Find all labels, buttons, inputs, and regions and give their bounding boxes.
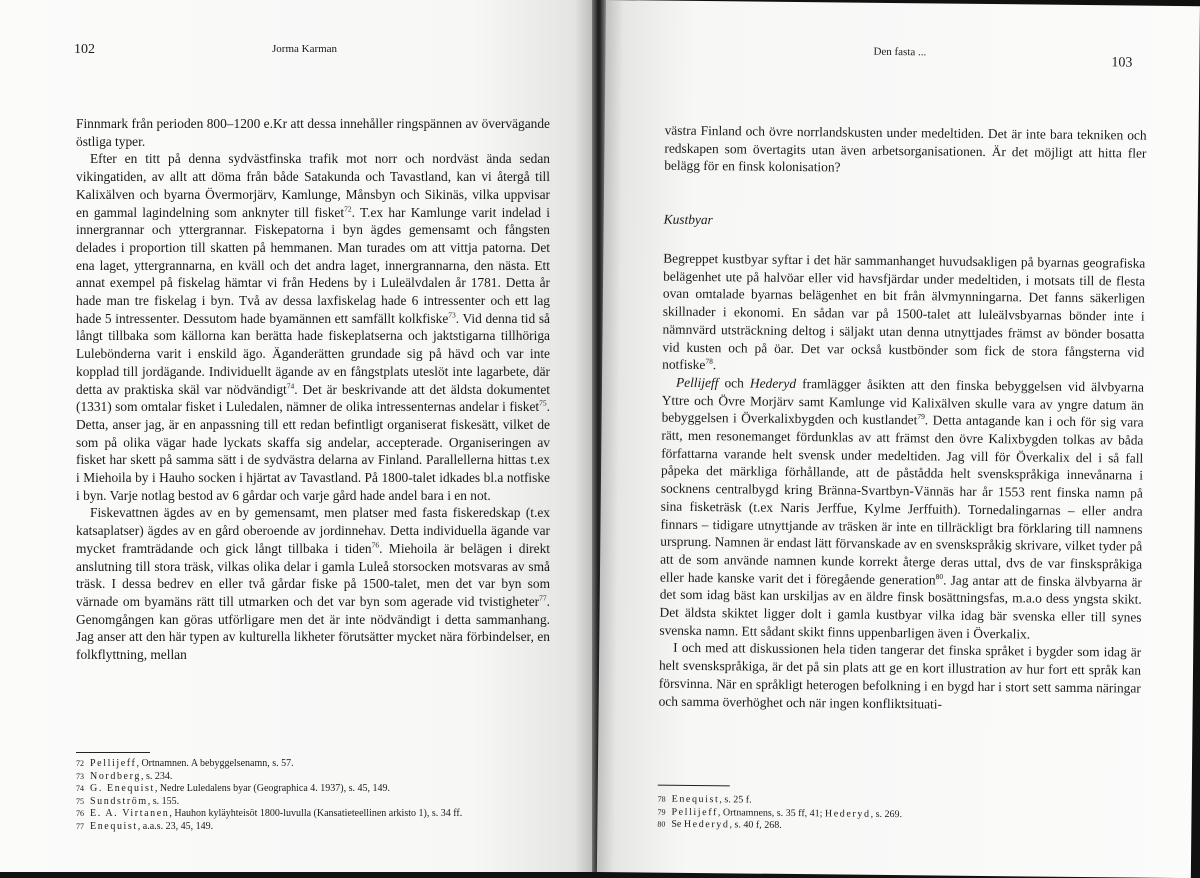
footnote: $^{78}$ Enequist, s. 25 f.: [657, 793, 752, 806]
left-footnotes: [76, 758, 576, 834]
paragraph: Finnmark från perioden 800–1200 e.Kr att dessa innehåller ringspännen av övervägande östliga typer.: [76, 116, 550, 149]
paragraph: Begreppet kustbyar syftar i det här sammanhanget huvudsakligen på byarnas geografiska belägenhet ute på halvöar eller vid havsfjärdar under medeltiden, i motsats till de flesta ovan omtalade byarnas belägenhet en bit från älvmynningarna. Det fanns säkerligen skillnader i ekonomi. En sådan var på 1500-talet att luleälvsbyarnas bönder inte i nämnvärd utsträckning deltog i säljakt utan denna utnyttjades främst av bönder bosatta vid kusten och på öar. Det var också kustbönder som fick de stora fångsterna vid notfiske$^{78}$.: [662, 250, 1146, 373]
paragraph: västra Finland och övre norrlandskusten under medeltiden. Det är inte bara tekniken och redskapen som övertagits utan även arbetsorganisationen. Är det möjligt att hitta fler belägg för en finsk kolonisation?: [664, 122, 1147, 175]
left-body-text: [76, 115, 550, 664]
paragraph: Efter en titt på denna sydvästfinska trafik mot norr och nordväst ända sedan vikingatiden, av allt att döma från både Satakunda och Tavastland, kan vi återgå till Kalixälven och byarna Övermorjärv, Kamlunge, Månsbyn och Sikinäs, vilka uppvisar en gammal lagindelning som anknyter till fisket$^{72}$. T.ex har Kamlunge varit indelad i innergrannar och yttergrannar. Fiskepatorna i byn ägdes gemensamt och fångsten delades i proportion till skatten på hemmanen. Man turades om att vittja patorna. Det ena laget, yttergrannarna, en kväll och det andra laget, innergrannarna, den nästa. Ett annat exempel på fiskelag hämtar vi från Hedens by i Luleälvdalen år 1781. Detta år hade man tre fiskelag i byn. Två av dessa laxfiskelag hade 6 intressenter och ett lag hade 5 intressenter. Dessutom hade byamännen ett samfällt kolkfiske$^{73}$. Vid denna tid så långt tillbaka som källorna kan berätta hade fiskeplatserna och jaktstigarna tillhöriga Lulebönderna varit i enskild ägo. Äganderätten grundade sig på hävd och var inte kopplad till jordägande. Individuellt ägande av en fångstplats uteslöt inte lagarbete, där detta av praktiska skäl var nödvändigt$^{74}$. Det är beskrivande att det äldsta dokumentet (1331) som omtalar fisket i Luledalen, nämner de olika intressenternas andelar i fisket$^{75}$. Detta, anser jag, är en anpassning till ett redan befintligt organiserat fiskesätt, vilket de som på olika vägar hade lyckats skaffa sig andelar, accepterade. Organiseringen av fisket har skett på samma sätt i de sydvästra delarna av Finland. Parallellerna hittas t.ex i Miehoila by i Hauho socken i hjärtat av Tavastland. På 1800-talet idkades bl.a notfiske i byn. Varje notlag bestod av 6 gårdar och varje gård hade andel bara i en not.: [76, 151, 551, 503]
right-body-text: [659, 250, 1146, 715]
paragraph: Pellijeff och Hederyd framlägger åsikten att den finska bebyggelsen vid älvbyarna Yttre och Övre Morjärv samt Kamlunge vid Kalixälven skulle vara av yngre datum än bebyggelsen i Överkalixbygden och kustlandet$^{79}$. Detta antagande kan i och för sig vara rätt, men resonemanget fördunklas av att främst den övre Kalixbygden tolkas av båda författarna varande helt svensk under medeltiden. Jag vill för Överkalix del i så fall påpeka det märkliga förhållande, att de påstådda helt svenskspråkiga innevånarna i socknens centralbygd kring Bränna-Svartbyn-Vännäs har år 1553 rent finska namn på sina fisketräsk (t.ex Naris Jerffue, Kylme Jerffuith). Tornedalingarnas – eller andra finnars – tidigare utnyttjande av träsken är inte en tillräckligt bra förklaring till namnens ursprung. Namnen är endast lätt förvanskade av en svenskspråkig skrivare, vilket tyder på att de som använde namnen kunde korrekt återge deras uttal, dvs de var finskspråkiga eller hade kanske varit det i föregående generation$^{80}$. Jag antar att de finska älvbyarna är det som idag bäst kan urskiljas av en äldre finsk bosättningsfas, m.a.o dess yngsta skikt. Det äldsta skiktet ligger dolt i gamla kustbyar vilka idag bär svenska eller till synes svenska namn. Ett sådant skikt finns uppenbarligen även i Överkalix.: [659, 374, 1145, 642]
running-head: Jorma Karman: [272, 43, 338, 55]
footnote-ref: 72: [344, 204, 352, 214]
section-heading: Kustbyar: [663, 211, 713, 228]
footnote: $^{76}$ E. A. Virtanen, Hauhon kyläyhteisöt 1800-luvulla (Kansatieteellinen arkisto 1), s. 34 ff.: [76, 808, 463, 820]
footnote: $^{74}$ G. Enequist, Nedre Luledalens byar (Geographica 4. 1937), s. 45, 149.: [76, 783, 391, 795]
footnote-ref: 76: [371, 540, 380, 550]
footnote-ref: 77: [539, 593, 547, 603]
footnote: $^{72}$ Pellijeff, Ortnamnen. A bebyggelsenamn, s. 57.: [76, 758, 294, 769]
right-page: [597, 0, 1200, 878]
page-number: 103: [1111, 55, 1133, 71]
footnote: $^{75}$ Sundström, s. 155.: [76, 795, 180, 807]
footnote: $^{77}$ Enequist, a.a.s. 23, 45, 149.: [76, 820, 214, 832]
footnote-rule: [76, 752, 150, 753]
footnote-ref: 73: [448, 310, 456, 320]
footnote-ref: 78: [705, 356, 713, 366]
footnote: $^{73}$ Nordberg, s. 234.: [76, 770, 173, 782]
running-head: Den fasta ...: [873, 45, 927, 59]
paragraph: Fiskevattnen ägdes av en by gemensamt, men platser med fasta fiskeredskap (t.ex katsaplatser) ägdes av en gård oberoende av jordinnehav. Detta individuella ägande var mycket framträdande och gick långt tillbaka i tiden$^{76}$. Miehoila är belägen i direkt anslutning till stora träsk, vilkas olika delar i gamla Luleå storsocken motsvaras av små träsk. I dessa bedrev en eller två gårdar fiske på 1500-talet, men det var byn som värnade om byamäns rätt till utmarken och det var byn som agerade vid tvistigheter$^{77}$. Genomgången kan göras utförligare men det är inte nödvändigt i detta sammanhang. Jag anser att den här typen av kulturella likheter förutsätter mycket nära förbindelser, en folkflyttning, mellan: [76, 505, 550, 663]
page-number: 102: [74, 42, 95, 57]
footnote-rule: [658, 785, 730, 787]
right-footnotes: [657, 794, 1137, 837]
footnote-ref: 80: [935, 571, 944, 581]
left-page: [0, 0, 592, 872]
footnote-ref: 79: [917, 412, 925, 422]
footnote-ref: 74: [286, 381, 295, 391]
footnote: $^{79}$ Pellijeff, Ortnamnens, s. 35 ff, 41; Hederyd, s. 269.: [657, 806, 903, 820]
right-intro-text: [664, 122, 1147, 180]
footnote-ref: 75: [539, 398, 547, 408]
paragraph: I och med att diskussionen hela tiden tangerar det finska språket i bygder som idag är helt svenskspråkiga, är det på sin plats att ge en kort illustration av hur fort ett språk kan försvinna. När en språkligt heterogen befolkning i en bygd har i stort sett samma näringar och samma överhöghet och när ingen konfliktsituati-: [658, 640, 1142, 712]
footnote: $^{80}$ Se Hederyd, s. 40 f, 268.: [657, 818, 782, 832]
